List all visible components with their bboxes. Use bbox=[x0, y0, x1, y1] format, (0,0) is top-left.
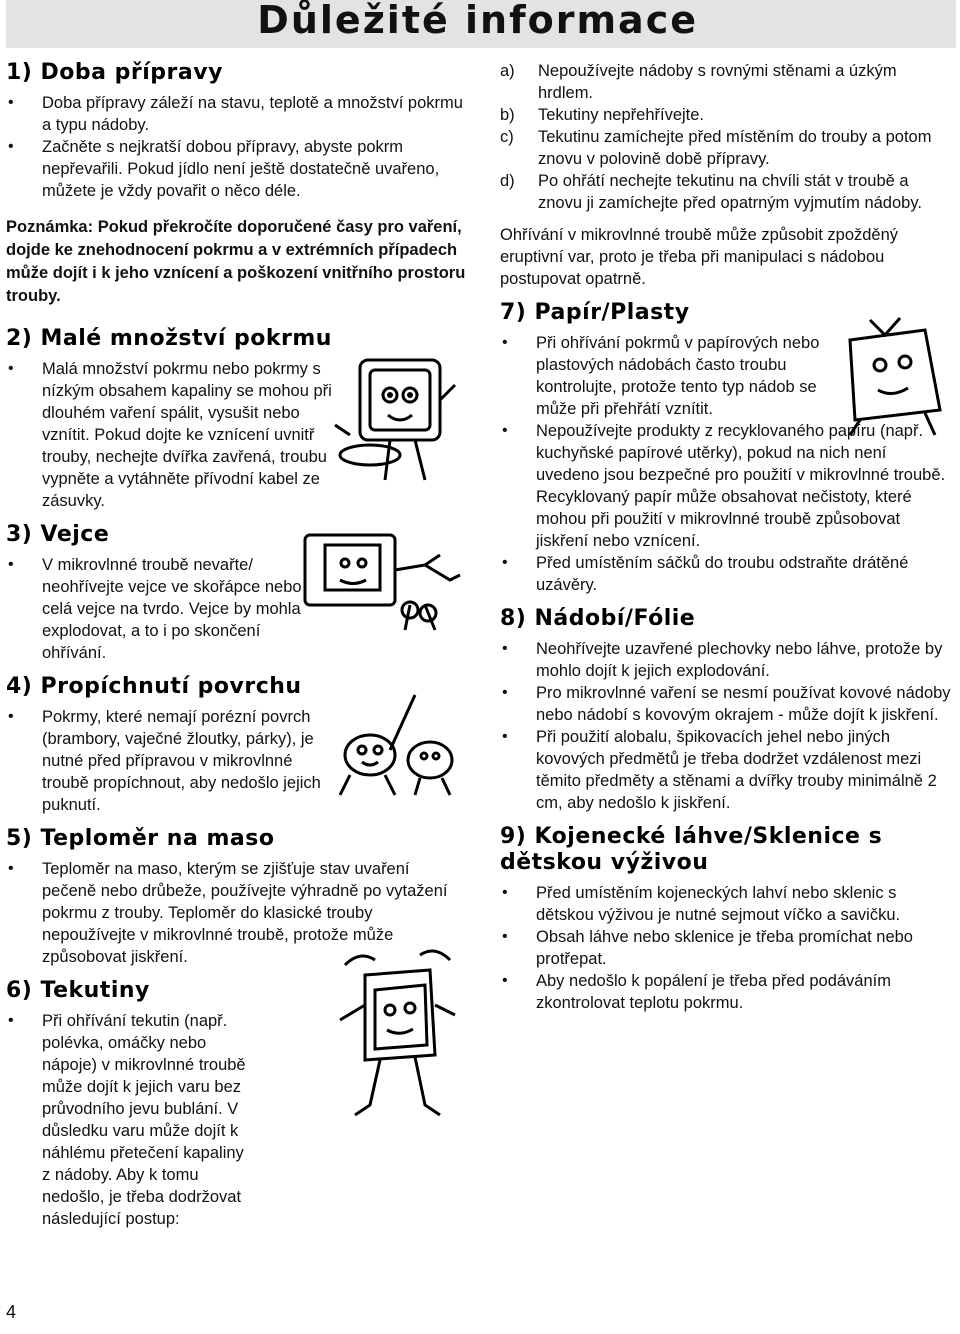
microwave-plug-illustration bbox=[300, 525, 465, 640]
section-heading: 1) Doba přípravy bbox=[6, 60, 223, 85]
list-item: • Pokrmy, které nemají porézní povrch (brambory, vaječné žloutky, párky), je nutné před přípravou v mikrovlnné troubě propíchnout, aby nedošlo jejich puknutí. bbox=[6, 706, 326, 816]
section-heading: 8) Nádobí/Fólie bbox=[500, 606, 696, 631]
list-item bbox=[500, 60, 954, 104]
list-item: • Pro mikrovlnné vaření se nesmí používat kovové nádoby nebo nádobí s kovovým okrajem - může dojít k jiskření. bbox=[500, 682, 954, 726]
section-baby-bottles bbox=[500, 824, 954, 1014]
section-heading: 2) Malé množství pokrmu bbox=[6, 326, 332, 351]
list-marker: c) bbox=[500, 128, 514, 146]
right-column bbox=[500, 60, 954, 1024]
bullet-list bbox=[6, 554, 306, 664]
section-heading: 5) Teploměr na maso bbox=[6, 826, 275, 851]
list-item: • Aby nedošlo k popálení je třeba před podáváním zkontrolovat teplotu pokrmu. bbox=[500, 970, 954, 1014]
sausage-potato-illustration bbox=[330, 690, 470, 800]
list-item bbox=[500, 170, 954, 214]
list-marker: b) bbox=[500, 106, 515, 124]
list-item: • V mikrovlnné troubě nevařte/ neohřívejte vejce ve skořápce nebo celá vejce na tvrdo. Vejce by mohla explodovat, a to i po skončení ohřívání. bbox=[6, 554, 306, 664]
note-text: Poznámka: Pokud překročíte doporučené časy pro vaření, dojde ke znehodnocení pokrmu a v extrémních případech může dojít i k jeho vznícení a poškození vnitřního prostoru trouby. bbox=[6, 218, 466, 305]
step-text: Po ohřátí nechejte tekutinu na chvíli stát v troubě a znovu ji zamíchejte před opatrným vyjmutím nádoby. bbox=[538, 172, 922, 212]
bullet-list bbox=[500, 638, 954, 814]
page-title: Důležité informace bbox=[257, 0, 698, 42]
section-heading: 4) Propíchnutí povrchu bbox=[6, 674, 302, 699]
warning-paragraph: Ohřívání v mikrovlnné troubě může způsobit zpožděný eruptivní var, proto je třeba při manipulaci s nádobou postupovat opatrně. bbox=[500, 226, 899, 288]
list-item: • Nepoužívejte produkty z recyklovaného papíru (např. kuchyňské papírové utěrky), pokud na nich není uvedeno jsou bezpečné pro použití v mikrovlnné troubě. Recyklovaný papír může obsahovat nečistoty, které mohou při použití v mikrovlnné troubě způsobovat jiskření nebo vznícení. bbox=[500, 420, 954, 552]
section-heading: 3) Vejce bbox=[6, 522, 110, 547]
list-item: • Doba přípravy záleží na stavu, teplotě a množství pokrmu a typu nádoby. bbox=[6, 92, 466, 136]
page-number: 4 bbox=[6, 1302, 17, 1322]
list-item: • Při ohřívání tekutin (např. polévka, omáčky nebo nápoje) v mikrovlnné troubě může dojít k jejich varu bez průvodního jevu bublání. V důsledku varu může dojít k náhlému přetečení kapaliny z nádoby. Aby k tomu nedošlo, je třeba dodržovat následující postup: bbox=[6, 1010, 256, 1230]
step-text: Tekutinu zamíchejte před místěním do trouby a potom znovu v polovině době přípravy. bbox=[538, 128, 932, 168]
microwave-cartoon-illustration bbox=[330, 340, 460, 490]
list-item bbox=[500, 104, 954, 126]
section-dishes-foil bbox=[500, 606, 954, 814]
list-item: • Neohřívejte uzavřené plechovky nebo láhve, protože by mohlo dojít k jejich explodování. bbox=[500, 638, 954, 682]
liquid-cup-illustration bbox=[335, 945, 460, 1130]
section-heading: 9) Kojenecké láhve/Sklenice s dětskou výživou bbox=[500, 824, 883, 875]
step-text: Nepoužívejte nádoby s rovnými stěnami a úzkým hrdlem. bbox=[538, 62, 897, 102]
section-preparation-time bbox=[6, 60, 466, 308]
bullet-list bbox=[6, 706, 326, 816]
list-marker: d) bbox=[500, 172, 515, 190]
bullet-list bbox=[500, 882, 954, 1014]
list-item: • Malá množství pokrmu nebo pokrmy s nízkým obsahem kapaliny se mohou při dlouhém vaření spálit, vysušit nebo vznítit. Pokud dojte ke vznícení uvnitř trouby, nechejte dvířka zavřená, troubu vypněte a vytáhněte přívodní kabel ze zásuvky. bbox=[6, 358, 351, 512]
section-heading: 7) Papír/Plasty bbox=[500, 300, 690, 325]
bullet-list bbox=[6, 358, 351, 512]
bullet-list bbox=[6, 1010, 256, 1230]
liquid-steps-list bbox=[500, 60, 954, 214]
bullet-list bbox=[6, 92, 466, 202]
paper-bag-illustration bbox=[830, 310, 950, 440]
section-heading: 6) Tekutiny bbox=[6, 978, 150, 1003]
list-item: • Před umístěním kojeneckých lahví nebo sklenic s dětskou výživou je nutné sejmout víčko a savičku. bbox=[500, 882, 954, 926]
list-item: • Při použití alobalu, špikovacích jehel nebo jiných kovových předmětů je třeba dodržet vzdálenost mezi těmito předměty a stěnami a dvířky trouby minimálně 2 cm, aby nedošlo k jiskření. bbox=[500, 726, 954, 814]
list-item: • Při ohřívání pokrmů v papírových nebo plastových nádobách často troubu kontrolujte, protože tento typ nádob se může při přehřátí vznítit. bbox=[500, 332, 826, 420]
list-item: • Obsah láhve nebo sklenice je třeba promíchat nebo protřepat. bbox=[500, 926, 954, 970]
list-marker: a) bbox=[500, 62, 515, 80]
list-item: • Teploměr na maso, kterým se zjišťuje stav uvaření pečeně nebo drůbeže, používejte výhradně po vytažení pokrmu z trouby. Teploměr do klasické trouby nepoužívejte v mikrovlnné troubě, protože může způsobovat jiskření. bbox=[6, 858, 466, 968]
step-text: Tekutiny nepřehřívejte. bbox=[538, 106, 705, 124]
list-item bbox=[500, 126, 954, 170]
list-item: • Začněte s nejkratší dobou přípravy, abyste pokrm nepřevařili. Pokud jídlo není ještě dostatečně uvařeno, můžete je vždy povařit o něco déle. bbox=[6, 136, 466, 202]
list-item: • Před umístěním sáčků do troubu odstraňte drátěné uzávěry. bbox=[500, 552, 954, 596]
